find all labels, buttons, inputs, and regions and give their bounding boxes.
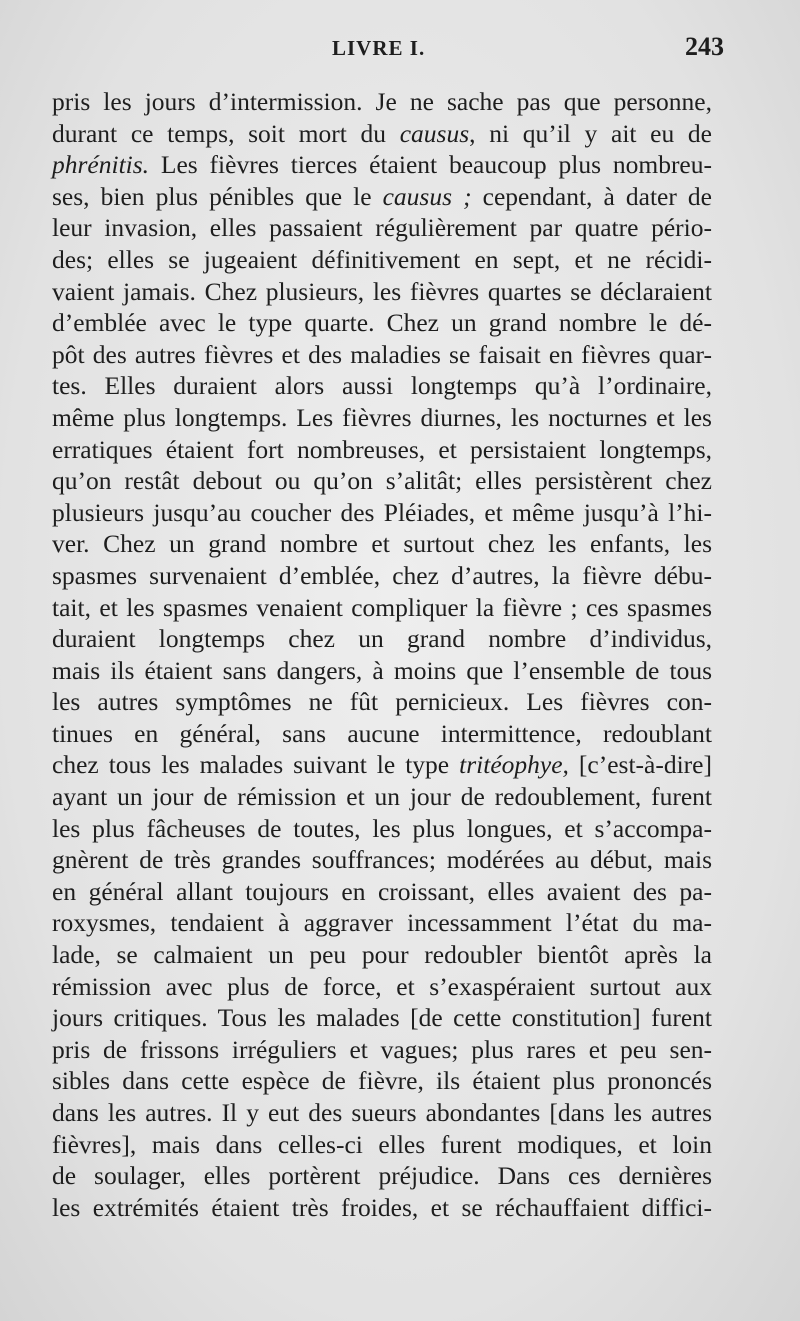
text-line [52, 1129, 712, 1161]
text-segment: même plus longtemps. Les fièvres diurnes, les nocturnes et les [52, 402, 712, 432]
text-line [52, 1160, 712, 1192]
italic-term: causus [399, 118, 470, 148]
text-line [52, 212, 712, 244]
text-line [52, 307, 712, 339]
text-segment: de soulager, elles portèrent préjudice. Dans ces dernières [52, 1161, 712, 1191]
text-line [52, 971, 712, 1003]
text-line [52, 749, 712, 781]
text-line [52, 686, 712, 718]
text-segment: tes. Elles duraient alors aussi longtemps qu’à l’ordinaire, [52, 371, 712, 401]
text-segment: sibles dans cette espèce de fièvre, ils étaient plus prononcés [52, 1066, 712, 1096]
text-line [52, 370, 712, 402]
text-line [52, 465, 712, 497]
text-segment: [c’est-à-dire] [568, 750, 712, 780]
text-segment: vaient jamais. Chez plusieurs, les fièvres quartes se déclaraient [52, 276, 712, 306]
text-line [52, 623, 712, 655]
text-line [52, 781, 712, 813]
running-title: LIVRE I. [332, 36, 426, 60]
text-segment: Les fièvres tierces étaient beaucoup plus nombreu- [149, 150, 712, 180]
text-line [52, 655, 712, 687]
text-segment: erratiques étaient fort nombreuses, et persistaient longtemps, [52, 434, 712, 464]
text-segment: ayant un jour de rémission et un jour de redoublement, furent [52, 782, 712, 812]
page-header [52, 28, 724, 68]
text-line [52, 497, 712, 529]
text-segment: tait, et les spasmes venaient compliquer la fièvre ; ces spasmes [52, 592, 712, 622]
text-line [52, 434, 712, 466]
text-line [52, 844, 712, 876]
text-line [52, 86, 712, 118]
text-line [52, 560, 712, 592]
text-line [52, 1192, 712, 1224]
text-line [52, 181, 712, 213]
text-segment: cependant, à dater de [471, 181, 712, 211]
text-segment: des; elles se jugeaient définitivement en sept, et ne récidi- [52, 244, 712, 274]
text-line [52, 1065, 712, 1097]
text-line [52, 907, 712, 939]
text-segment: les extrémités étaient très froides, et se réchauffaient diffici- [52, 1192, 712, 1222]
italic-term: tritéophye, [459, 750, 569, 780]
text-segment: mais ils étaient sans dangers, à moins que l’ensemble de tous [52, 655, 712, 685]
page-number: 243 [685, 32, 724, 61]
text-segment: d’emblée avec le type quarte. Chez un grand nombre le dé- [52, 308, 712, 338]
text-segment: leur invasion, elles passaient régulièrement par quatre pério- [52, 213, 712, 243]
text-segment: ses, bien plus pénibles que le [52, 181, 383, 211]
text-segment: chez tous les malades suivant le type [52, 750, 460, 780]
text-segment: dans les autres. Il y eut des sueurs abondantes [dans les autres [52, 1098, 712, 1127]
text-line [52, 718, 712, 750]
text-segment: qu’on restât debout ou qu’on s’alitât; elles persistèrent chez [52, 466, 712, 496]
text-segment: gnèrent de très grandes souffrances; modérées au début, mais [52, 845, 712, 875]
text-segment: lade, se calmaient un peu pour redoubler bientôt après la [52, 940, 712, 970]
text-line [52, 149, 712, 181]
text-segment: jours critiques. Tous les malades [de cette constitution] furent [52, 1003, 712, 1033]
text-line [52, 592, 712, 624]
text-line [52, 939, 712, 971]
text-segment: les autres symptômes ne fût pernicieux. Les fièvres con- [52, 687, 712, 717]
text-line [52, 1097, 712, 1129]
text-segment: duraient longtemps chez un grand nombre d’individus, [52, 624, 712, 654]
body-text [52, 86, 712, 1223]
text-segment: spasmes survenaient d’emblée, chez d’autres, la fièvre débu- [52, 560, 712, 590]
text-line [52, 118, 712, 150]
text-segment: pris de frissons irréguliers et vagues; plus rares et peu sen- [52, 1034, 712, 1064]
text-line [52, 339, 712, 371]
text-segment: durant ce temps, soit mort du [52, 118, 400, 148]
text-segment: fièvres], mais dans celles-ci elles furent modiques, et loin [52, 1129, 712, 1159]
text-line [52, 528, 712, 560]
text-segment: rémission avec plus de force, et s’exaspéraient surtout aux [52, 971, 712, 1001]
text-segment: pôt des autres fièvres et des maladies se faisait en fièvres quar- [52, 339, 712, 369]
italic-term: causus ; [382, 181, 472, 211]
text-segment: en général allant toujours en croissant, elles avaient des pa- [52, 876, 712, 906]
text-segment: les plus fâcheuses de toutes, les plus longues, et s’accompa- [52, 813, 712, 843]
text-line [52, 876, 712, 908]
text-segment: , ni qu’il y ait eu de [469, 118, 712, 148]
italic-term: phrénitis. [52, 150, 150, 180]
text-segment: ver. Chez un grand nombre et surtout chez les enfants, les [52, 529, 712, 559]
text-segment: roxysmes, tendaient à aggraver incessamment l’état du ma- [52, 908, 712, 938]
text-segment: plusieurs jusqu’au coucher des Pléiades, et même jusqu’à l’hi- [52, 497, 712, 527]
text-line [52, 244, 712, 276]
text-line [52, 276, 712, 308]
text-segment: pris les jours d’intermission. Je ne sache pas que personne, [52, 87, 712, 116]
text-line [52, 813, 712, 845]
text-segment: tinues en général, sans aucune intermittence, redoublant [52, 718, 712, 748]
text-line [52, 1002, 712, 1034]
text-line [52, 1034, 712, 1066]
text-line [52, 402, 712, 434]
